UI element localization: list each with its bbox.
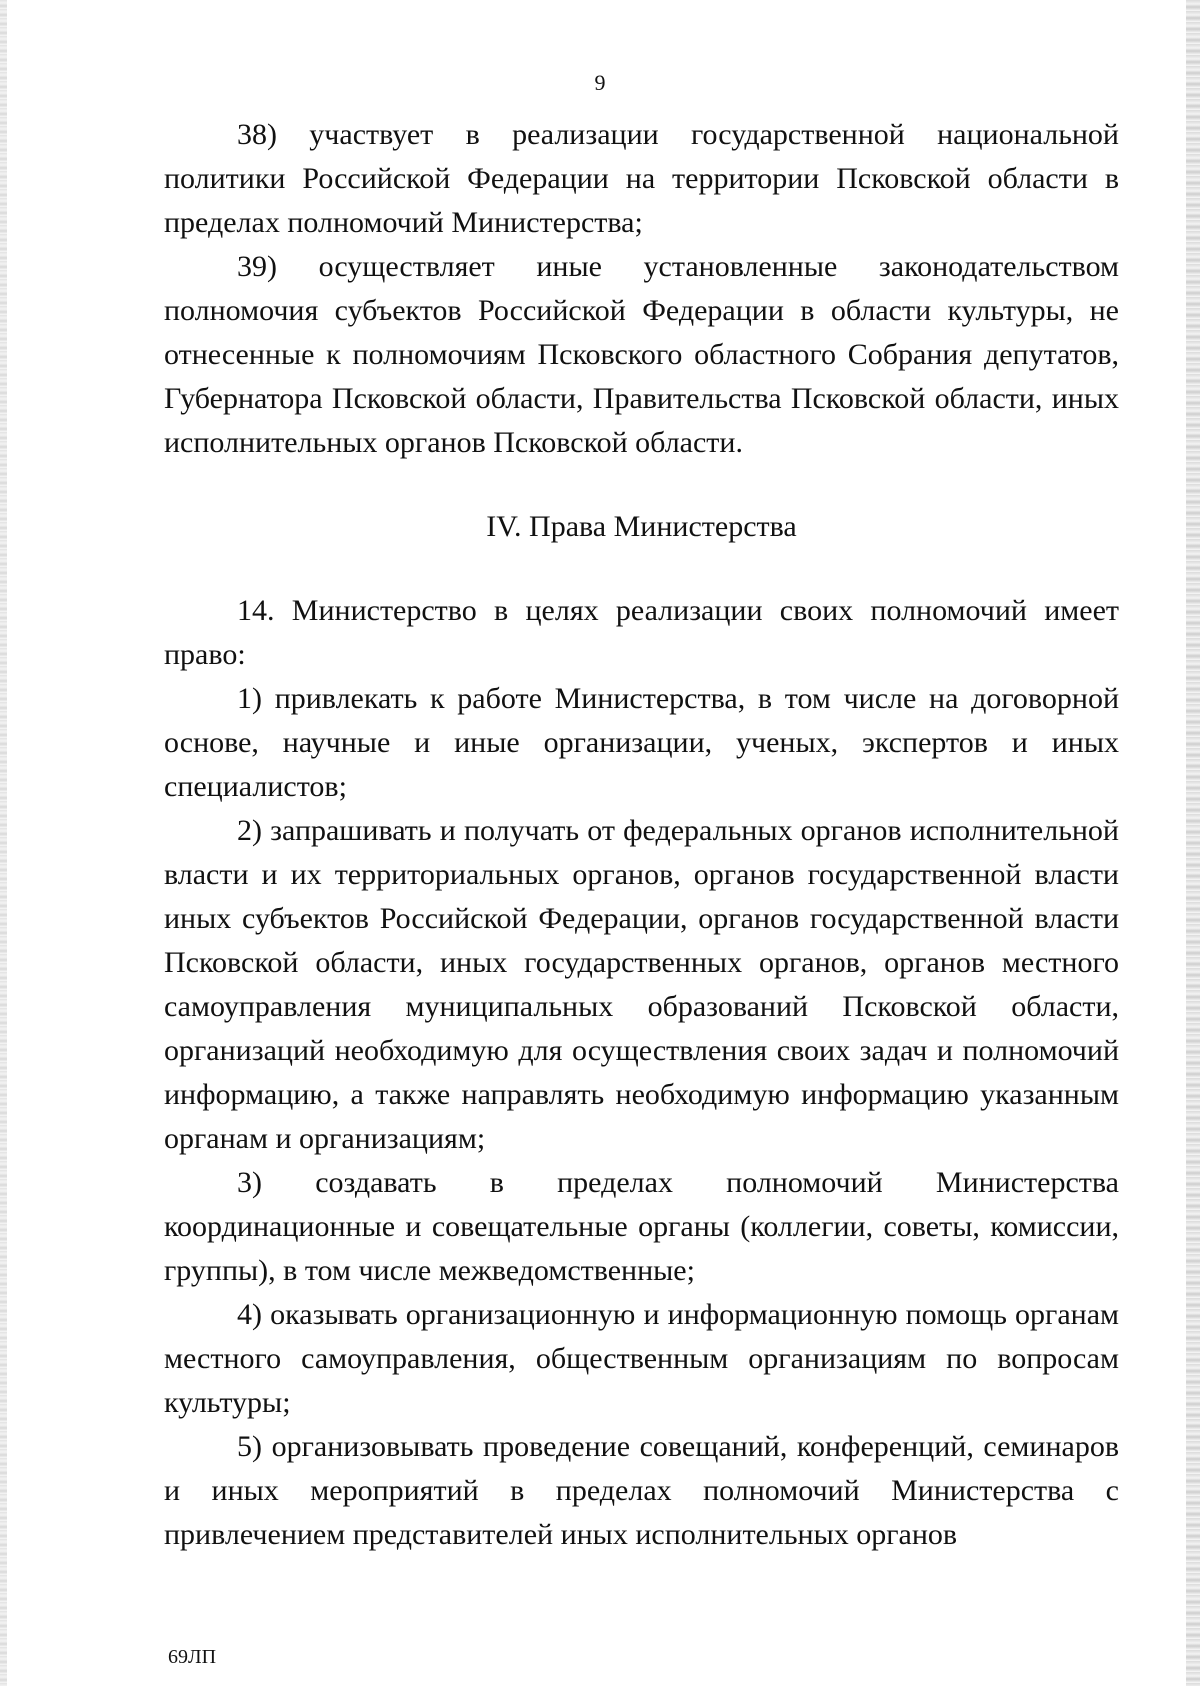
right-item-4: 4) оказывать организационную и информационную помощь органам местного самоуправления, общественным организациям по вопросам культуры; (164, 1298, 1119, 1419)
right-item-1: 1) привлекать к работе Министерства, в том числе на договорной основе, научные и иные организации, ученых, экспертов и иных специалистов; (164, 682, 1119, 803)
paragraph-39: 39) осуществляет иные установленные законодательством полномочия субъектов Российской Федерации в области культуры, не отнесенные к полномочиям Псковского областного Собрания депутатов, Губернатора Псковской области, Правительства Псковской области, иных исполнительных органов Псковской области. (164, 250, 1119, 459)
paragraph-38: 38) участвует в реализации государственной национальной политики Российской Федерации на территории Псковской области в пределах полномочий Министерства; (164, 118, 1119, 239)
document-body (164, 113, 1119, 1557)
right-item-2: 2) запрашивать и получать от федеральных органов исполнительной власти и их территориальных органов, органов государственной власти иных субъектов Российской Федерации, органов государственной власти Псковской области, иных государственных органов, органов местного самоуправления муниципальных образований Псковской области, организаций необходимую для осуществления своих задач и полномочий информацию, а также направлять необходимую информацию указанным органам и организациям; (164, 814, 1119, 1155)
section-heading: IV. Права Министерства (486, 510, 797, 543)
paragraph-14: 14. Министерство в целях реализации своих полномочий имеет право: (164, 594, 1119, 671)
right-item-5: 5) организовывать проведение совещаний, конференций, семинаров и иных мероприятий в пределах полномочий Министерства с привлечением представителей иных исполнительных органов (164, 1430, 1119, 1551)
page-number: 9 (594, 70, 606, 95)
right-item-3: 3) создавать в пределах полномочий Министерства координационные и совещательные органы (коллегии, советы, комиссии, группы), в том числе межведомственные; (164, 1166, 1119, 1287)
footer-document-code: 69ЛП (168, 1646, 217, 1668)
